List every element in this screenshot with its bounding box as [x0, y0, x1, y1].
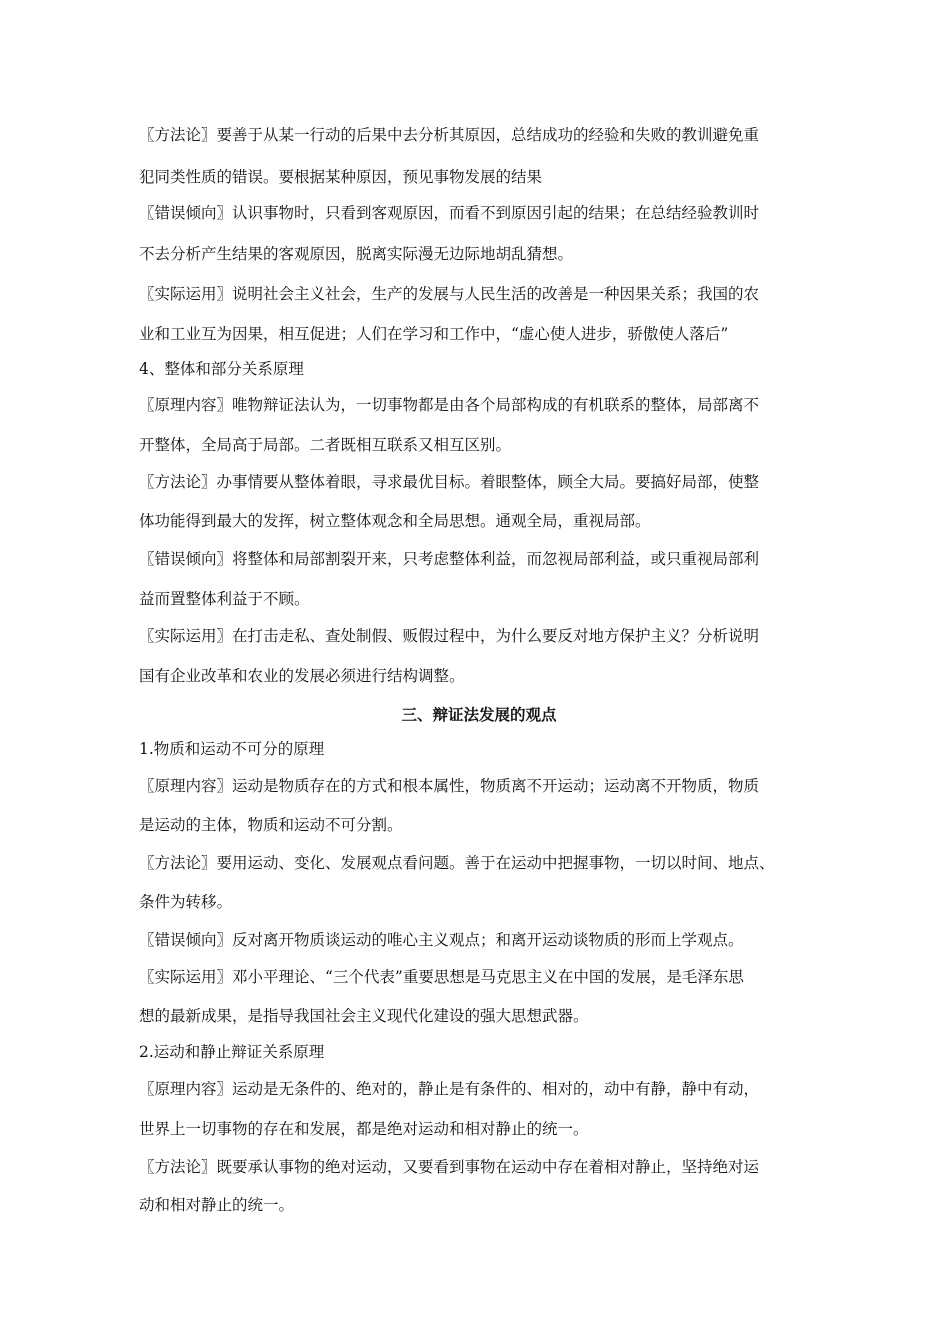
text-line: 〖错误倾向〗将整体和局部割裂开来，只考虑整体利益，而忽视局部利益，或只重视局部利: [139, 550, 760, 568]
section-subheading: 2.运动和静止辩证关系原理: [139, 1043, 325, 1061]
text-line: 〖实际运用〗在打击走私、查处制假、贩假过程中，为什么要反对地方保护主义？分析说明: [139, 627, 760, 645]
text-line: 〖实际运用〗邓小平理论、“三个代表”重要思想是马克思主义在中国的发展，是毛泽东思: [139, 968, 744, 986]
text-line: 益而置整体利益于不顾。: [139, 590, 310, 608]
text-line: 〖实际运用〗说明社会主义社会，生产的发展与人民生活的改善是一种因果关系；我国的农: [139, 285, 760, 303]
text-line: 开整体，全局高于局部。二者既相互联系又相互区别。: [139, 436, 512, 454]
text-line: 〖方法论〗要用运动、变化、发展观点看问题。善于在运动中把握事物，一切以时间、地点、: [139, 854, 775, 872]
section-subheading: 4、整体和部分关系原理: [139, 360, 304, 378]
text-line: 〖原理内容〗唯物辩证法认为，一切事物都是由各个局部构成的有机联系的整体，局部离不: [139, 396, 760, 414]
text-line: 〖方法论〗既要承认事物的绝对运动，又要看到事物在运动中存在着相对静止，坚持绝对运: [139, 1158, 760, 1176]
section-subheading: 1.物质和运动不可分的原理: [139, 740, 325, 758]
text-line: 是运动的主体，物质和运动不可分割。: [139, 816, 403, 834]
text-line: 业和工业互为因果，相互促进；人们在学习和工作中，“虚心使人进步，骄傲使人落后”: [139, 325, 729, 343]
text-line: 犯同类性质的错误。要根据某种原因，预见事物发展的结果: [139, 168, 543, 186]
text-line: 不去分析产生结果的客观原因，脱离实际漫无边际地胡乱猜想。: [139, 245, 574, 263]
text-line: 世界上一切事物的存在和发展，都是绝对运动和相对静止的统一。: [139, 1120, 589, 1138]
text-line: 〖原理内容〗运动是无条件的、绝对的，静止是有条件的、相对的，动中有静，静中有动，: [139, 1080, 760, 1098]
text-line: 〖错误倾向〗反对离开物质谈运动的唯心主义观点；和离开运动谈物质的形而上学观点。: [139, 931, 744, 949]
section-heading: 三、辩证法发展的观点: [401, 706, 557, 724]
text-line: 条件为转移。: [139, 893, 233, 911]
text-line: 动和相对静止的统一。: [139, 1196, 295, 1214]
text-line: 〖方法论〗办事情要从整体着眼，寻求最优目标。着眼整体，顾全大局。要搞好局部，使整: [139, 473, 760, 491]
text-line: 体功能得到最大的发挥，树立整体观念和全局思想。通观全局，重视局部。: [139, 512, 651, 530]
text-line: 〖方法论〗要善于从某一行动的后果中去分析其原因，总结成功的经验和失败的教训避免重: [139, 126, 760, 144]
text-line: 〖错误倾向〗认识事物时，只看到客观原因，而看不到原因引起的结果；在总结经验教训时: [139, 204, 760, 222]
text-line: 想的最新成果，是指导我国社会主义现代化建设的强大思想武器。: [139, 1007, 589, 1025]
text-line: 国有企业改革和农业的发展必须进行结构调整。: [139, 667, 465, 685]
text-line: 〖原理内容〗运动是物质存在的方式和根本属性，物质离不开运动；运动离不开物质，物质: [139, 777, 760, 795]
